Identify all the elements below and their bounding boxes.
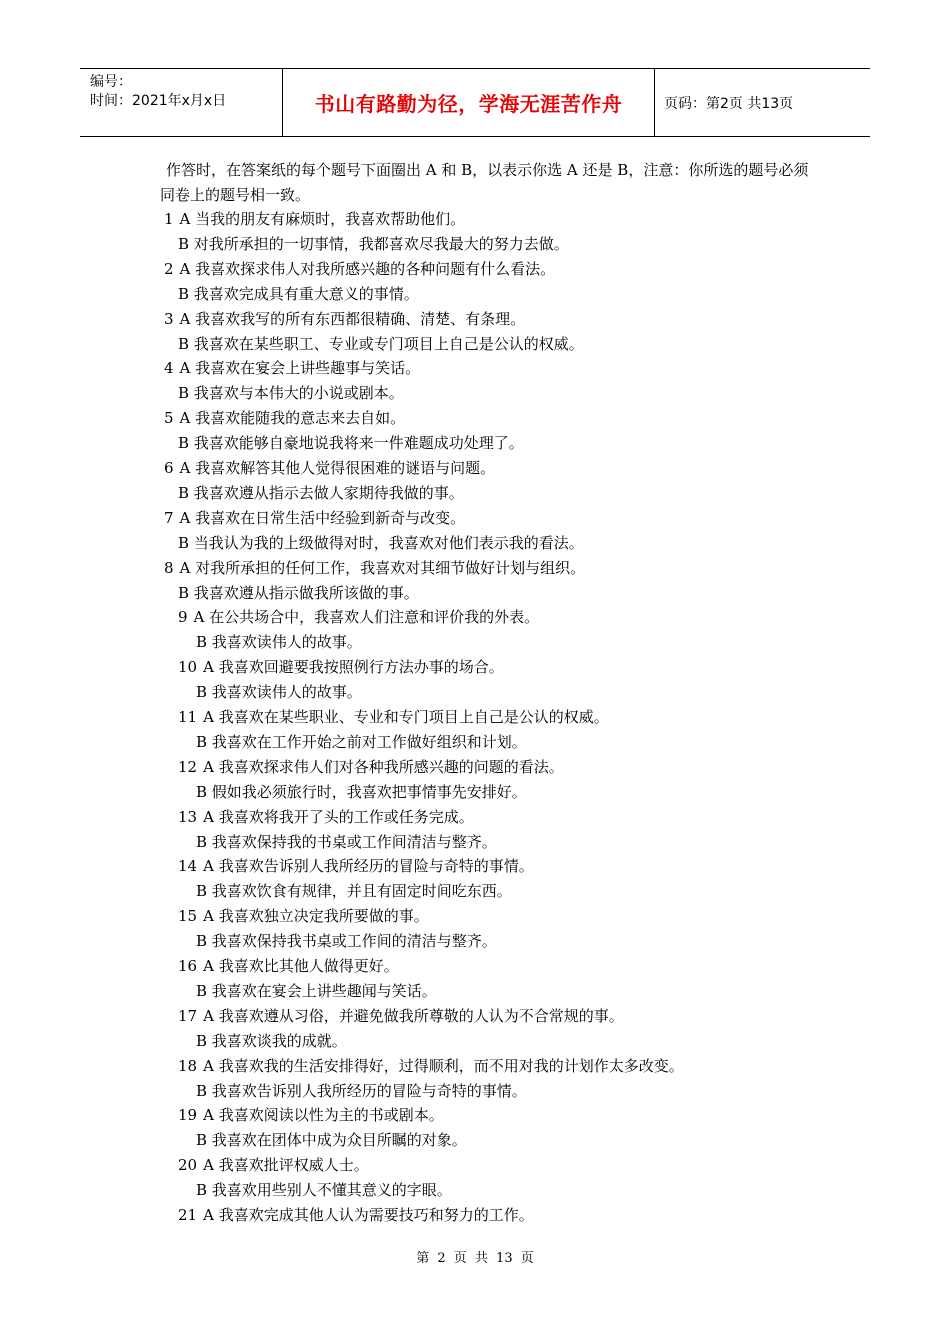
question-15-option-a: [178, 904, 429, 929]
option-a-text: A 当我的朋友有麻烦时，我喜欢帮助他们。: [179, 210, 466, 228]
question-11-option-b: B 我喜欢在工作开始之前对工作做好组织和计划。: [196, 732, 527, 751]
question-number: 6: [164, 459, 174, 477]
option-a-text: A 我喜欢阅读以性为主的书或剧本。: [203, 1106, 444, 1125]
question-number: 7: [164, 508, 174, 527]
motto: 书山有路勤为径，学海无涯苦作舟: [314, 92, 623, 116]
question-14-option-a: [178, 854, 534, 879]
question-6-option-b: B 我喜欢遵从指示去做人家期待我做的事。: [178, 483, 464, 502]
option-a-text: A 我喜欢完成其他人认为需要技巧和努力的工作。: [203, 1206, 534, 1224]
question-number: 18: [178, 1056, 198, 1075]
question-17-option-a: [178, 1004, 624, 1029]
option-a-text: A 我喜欢我写的所有东西都很精确、清楚、有条理。: [179, 309, 526, 328]
question-number: 10: [178, 658, 198, 677]
time-label: 时间：2021年x月x日: [90, 93, 227, 109]
question-12-option-b: B 假如我必须旅行时，我喜欢把事情事先安排好。: [196, 782, 527, 801]
option-a-text: A 我喜欢比其他人做得更好。: [203, 957, 399, 975]
option-a-text: A 我喜欢将我开了头的工作或任务完成。: [203, 807, 474, 826]
question-number: 21: [178, 1206, 198, 1224]
question-4-option-b: B 我喜欢与本伟大的小说或剧本。: [178, 384, 404, 403]
question-number: 19: [178, 1106, 198, 1125]
question-4-option-a: [164, 356, 420, 381]
page-info: 页码：第2页 共13页: [664, 95, 794, 112]
question-19-option-a: [178, 1103, 444, 1128]
question-13-option-b: B 我喜欢保持我的书桌或工作间清洁与整齐。: [196, 832, 497, 851]
question-5-option-a: [164, 406, 405, 431]
question-number: 20: [178, 1156, 198, 1175]
question-number: 16: [178, 957, 198, 975]
question-number: 2: [164, 259, 174, 278]
question-number: 4: [164, 359, 174, 378]
question-1-option-a: [164, 207, 465, 232]
page-header: [80, 68, 870, 137]
question-18-option-b: B 我喜欢告诉别人我所经历的冒险与奇特的事情。: [196, 1081, 527, 1100]
option-a-text: A 我喜欢我的生活安排得好，过得顺利，而不用对我的计划作太多改变。: [203, 1056, 684, 1075]
option-a-text: A 在公共场合中，我喜欢人们注意和评价我的外表。: [193, 608, 540, 627]
header-motto-cell: [282, 69, 655, 136]
question-number: 13: [178, 807, 198, 826]
question-2-option-b: B 我喜欢完成具有重大意义的事情。: [178, 284, 419, 303]
option-a-text: A 我喜欢探求伟人们对各种我所感兴趣的问题的看法。: [203, 757, 564, 776]
question-3-option-b: B 我喜欢在某些职工、专业或专门项目上自己是公认的权威。: [178, 334, 584, 353]
option-a-text: A 我喜欢批评权威人士。: [203, 1156, 369, 1175]
page-footer: 第 2 页 共 13 页: [416, 1251, 534, 1266]
question-number: 3: [164, 309, 174, 328]
question-8-option-b: B 我喜欢遵从指示做我所该做的事。: [178, 583, 419, 602]
question-20-option-a: [178, 1153, 369, 1178]
question-number: 5: [164, 409, 174, 428]
number-label: 编号：: [90, 74, 132, 90]
question-9-option-a: [178, 605, 539, 630]
question-3-option-a: [164, 307, 525, 332]
question-number: 8: [164, 558, 174, 577]
question-5-option-b: B 我喜欢能够自豪地说我将来一件难题成功处理了。: [178, 434, 524, 453]
question-6-option-a: [164, 456, 495, 481]
question-number: 15: [178, 907, 198, 926]
question-21-option-a: [178, 1203, 534, 1228]
option-a-text: A 我喜欢在日常生活中经验到新奇与改变。: [179, 508, 466, 527]
question-18-option-a: [178, 1054, 684, 1079]
question-19-option-b: B 我喜欢在团体中成为众目所瞩的对象。: [196, 1131, 467, 1150]
question-9-option-b: B 我喜欢读伟人的故事。: [196, 633, 362, 652]
option-a-text: A 我喜欢告诉别人我所经历的冒险与奇特的事情。: [203, 857, 534, 876]
question-16-option-a: [178, 954, 399, 979]
header-left-cell: [80, 69, 282, 136]
option-a-text: A 我喜欢解答其他人觉得很困难的谜语与问题。: [179, 459, 496, 477]
question-12-option-a: [178, 755, 564, 780]
question-16-option-b: B 我喜欢在宴会上讲些趣闻与笑话。: [196, 981, 437, 1000]
question-7-option-a: [164, 506, 465, 531]
option-a-text: A 我喜欢遵从习俗，并避免做我所尊敬的人认为不合常规的事。: [203, 1006, 624, 1025]
question-15-option-b: B 我喜欢保持我书桌或工作间的清洁与整齐。: [196, 932, 497, 951]
question-8-option-a: [164, 556, 585, 581]
question-number: 11: [178, 708, 198, 726]
question-13-option-a: [178, 805, 474, 830]
question-1-option-b: B 对我所承担的一切事情，我都喜欢尽我最大的努力去做。: [178, 234, 569, 253]
question-17-option-b: B 我喜欢谈我的成就。: [196, 1031, 347, 1050]
intro-paragraph: 作答时，在答案纸的每个题号下面圈出 A 和 B，以表示你选 A 还是 B，注意：你所选的题号必须同卷上的题号相一致。: [160, 161, 809, 204]
question-10-option-b: B 我喜欢读伟人的故事。: [196, 683, 362, 702]
option-a-text: A 我喜欢独立决定我所要做的事。: [203, 907, 429, 926]
question-number: 1: [164, 210, 174, 228]
question-10-option-a: [178, 655, 504, 680]
question-7-option-b: B 当我认为我的上级做得对时，我喜欢对他们表示我的看法。: [178, 533, 584, 552]
question-11-option-a: [178, 705, 609, 730]
option-a-text: A 我喜欢能随我的意志来去自如。: [179, 409, 406, 428]
question-number: 12: [178, 757, 198, 776]
option-a-text: A 我喜欢回避要我按照例行方法办事的场合。: [203, 658, 504, 677]
option-a-text: A 我喜欢在宴会上讲些趣事与笑话。: [179, 359, 421, 378]
question-2-option-a: [164, 257, 555, 282]
header-page-cell: [655, 69, 870, 136]
question-20-option-b: B 我喜欢用些别人不懂其意义的字眼。: [196, 1181, 452, 1200]
question-number: 17: [178, 1006, 198, 1025]
question-number: 9: [178, 608, 188, 627]
option-a-text: A 我喜欢探求伟人对我所感兴趣的各种问题有什么看法。: [179, 259, 556, 278]
question-number: 14: [178, 857, 198, 876]
option-a-text: A 我喜欢在某些职业、专业和专门项目上自己是公认的权威。: [203, 708, 609, 726]
option-a-text: A 对我所承担的任何工作，我喜欢对其细节做好计划与组织。: [179, 558, 586, 577]
question-14-option-b: B 我喜欢饮食有规律，并且有固定时间吃东西。: [196, 882, 512, 901]
